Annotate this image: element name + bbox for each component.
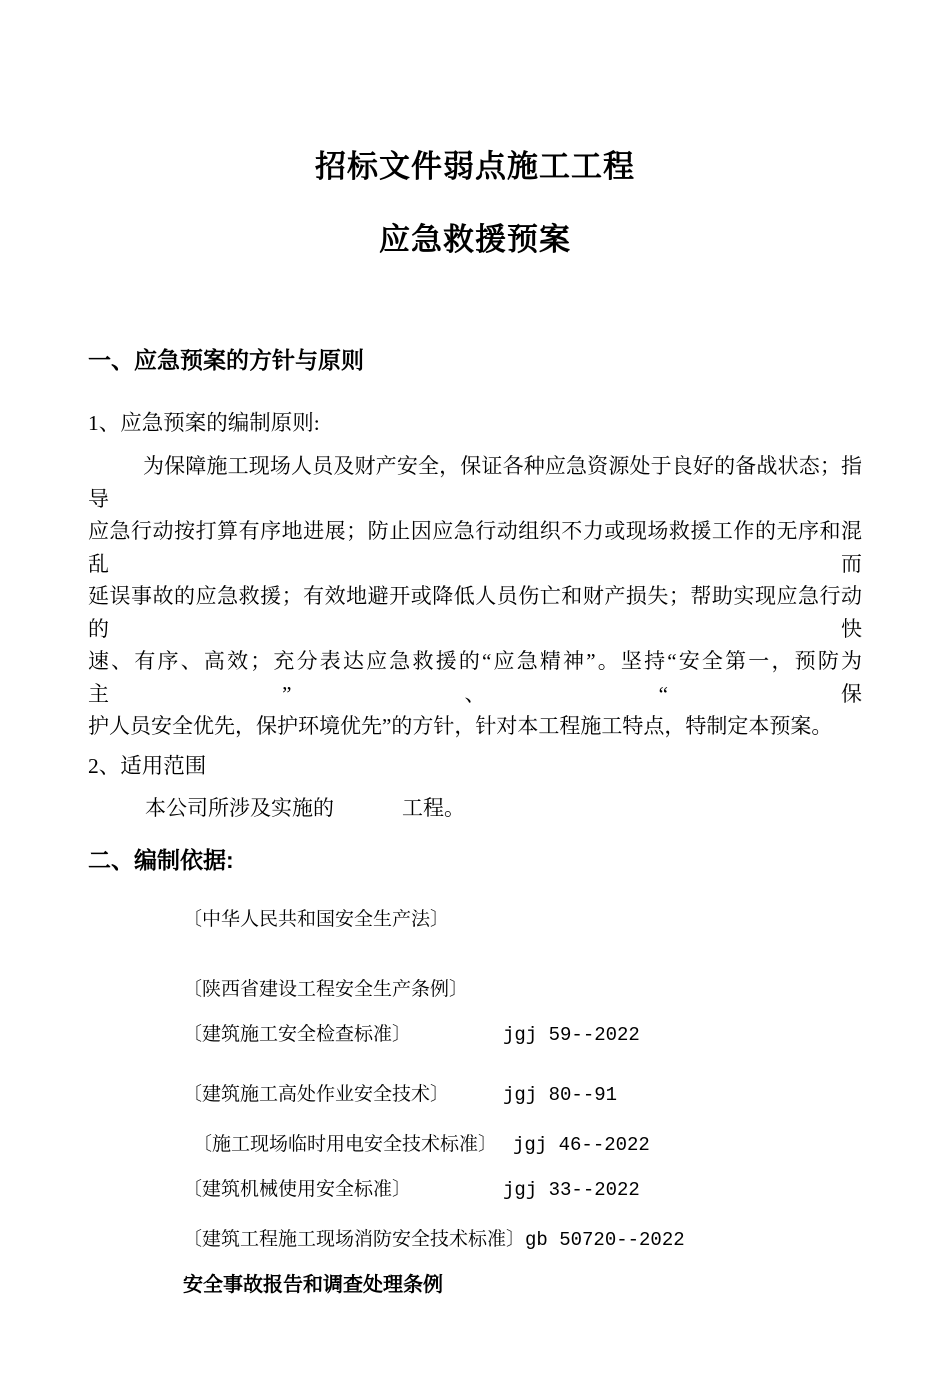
paragraph-line: 应急行动按打算有序地进展；防止因应急行动组织不力或现场救援工作的无序和混乱而 [88,519,862,576]
document-title-line1: 招标文件弱点施工工程 [315,149,635,184]
reference-label: 〔中华人民共和国安全生产法〕 [183,908,450,930]
reference-label: 〔陕西省建设工程安全生产条例〕 [183,978,469,1000]
paragraph-line: 为保障施工现场人员及财产安全，保证各种应急资源处于良好的备战状态；指导 [88,454,862,511]
reference-item [193,1131,862,1159]
reference-label: 安全事故报告和调查处理条例 [183,1273,443,1296]
reference-item [183,906,862,934]
scope-text [88,794,862,822]
paragraph-line: 延误事故的应急救援；有效地避开或降低人员伤亡和财产损失；帮助实现应急行动的快 [88,584,862,641]
reference-item [183,1226,862,1254]
scope-text-prefix: 本公司所涉及实施的 [145,795,334,820]
scope-text-suffix: 工程。 [402,795,465,820]
reference-standard-code: jgj 46--2022 [513,1133,650,1156]
reference-item [183,1176,862,1204]
paragraph-line: 护人员安全优先，保护环境优先”的方针，针对本工程施工特点，特制定本预案。 [88,714,833,738]
reference-label: 〔建筑施工高处作业安全技术〕 [183,1083,450,1105]
reference-label: 〔建筑施工安全检查标准〕 [183,1023,412,1045]
reference-label: 〔施工现场临时用电安全技术标准〕 [193,1133,498,1155]
section-heading-principles: 一、应急预案的方针与原则 [88,347,364,373]
subheading-compilation-principles: 1、应急预案的编制原则: [88,411,320,435]
reference-standard-code: jgj 33--2022 [503,1178,640,1201]
reference-standard-code: jgj 59--2022 [503,1023,640,1046]
paragraph-line: 速、有序、高效；充分表达应急救援的“应急精神”。坚持“安全第一，预防为主”、“保 [88,649,862,706]
section-heading-basis: 二、编制依据: [88,846,234,873]
reference-item [183,1271,862,1299]
reference-list [88,906,862,1299]
reference-item [183,976,862,1004]
reference-label: 〔建筑机械使用安全标准〕 [183,1178,412,1200]
principles-paragraph [88,450,862,743]
reference-standard-code: jgj 80--91 [503,1083,618,1106]
reference-item [183,1081,862,1109]
reference-standard-code: gb 50720--2022 [525,1228,685,1251]
document-title-line2: 应急救援预案 [379,222,571,257]
reference-label: 〔建筑工程施工现场消防安全技术标准〕 [183,1228,526,1250]
reference-item [183,1021,862,1049]
subheading-scope: 2、适用范围 [88,753,207,778]
